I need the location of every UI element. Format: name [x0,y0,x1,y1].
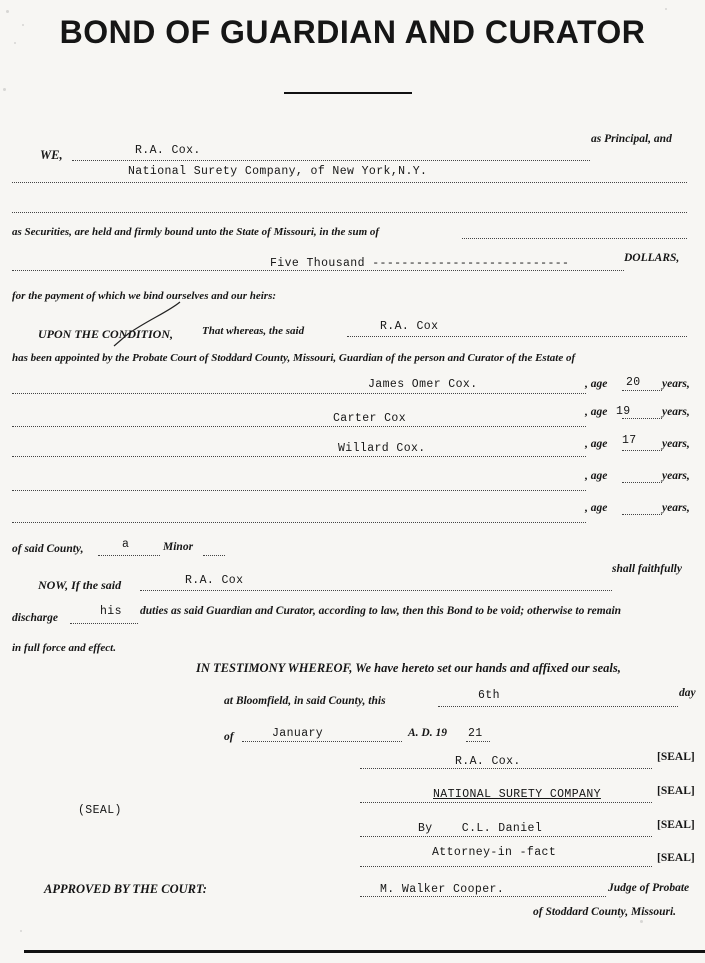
securities-text: as Securities, are held and firmly bound unto the State of Missouri, in the sum of [12,226,380,238]
now-line [140,590,612,591]
securities-line [462,238,687,239]
pronoun-line [70,623,138,624]
sum-line [12,270,624,271]
age-label: , age [585,406,608,418]
approved-text: APPROVED BY THE COURT: [44,882,207,896]
month-line [242,741,402,742]
year-value: 21 [468,727,483,740]
signature-text: By C.L. Daniel [418,822,543,835]
of-label: of [224,731,234,743]
force-text: in full force and effect. [12,642,116,654]
judge-name: M. Walker Cooper. [380,883,505,896]
seal-label: [SEAL] [657,852,695,864]
sum-amount: Five Thousand --------------------------- [270,257,570,270]
day-label: day [679,687,696,699]
blank-line [12,212,687,213]
principal-line [72,160,590,161]
age-label: , age [585,470,608,482]
shall-text: shall faithfully [612,563,682,575]
principal-suffix: as Principal, and [591,133,672,145]
title-divider [284,92,412,94]
county-prefix: of said County, [12,543,84,555]
seal-label: [SEAL] [657,785,695,797]
surety-company: National Surety Company, of New York,N.Y. [128,165,428,178]
signature-text: R.A. Cox. [455,755,521,768]
seal-label: [SEAL] [657,819,695,831]
judge-label: Judge of Probate [608,882,690,894]
duties-text: duties as said Guardian and Curator, according to law, then this Bond to be void; otherwise to remain [140,605,622,617]
discharge-label: discharge [12,612,58,624]
condition-name: R.A. Cox [380,320,439,333]
surety-line [12,182,687,183]
signature-text: Attorney-in -fact [432,846,557,859]
minor-name: Carter Cox [333,412,407,425]
signature-text: NATIONAL SURETY COMPANY [433,788,601,801]
bottom-border [24,950,705,953]
now-name: R.A. Cox [185,574,244,587]
ad-text: A. D. 19 [408,727,447,739]
minor-age: 20 [626,376,641,389]
discharge-pronoun: his [100,605,122,618]
years-label: years, [662,502,690,514]
hand-mark [108,300,183,350]
age-label: , age [585,378,608,390]
payment-text: for the payment of which we bind ourselves and our heirs: [12,290,277,302]
left-seal: (SEAL) [78,804,122,817]
seal-label: [SEAL] [657,751,695,763]
condition-line [347,336,687,337]
testimony-text: IN TESTIMONY WHEREOF, We have hereto set our hands and affixed our seals, [196,661,621,675]
judge-line [360,896,606,897]
day-value: 6th [478,689,500,702]
condition-text: That whereas, the said [202,325,305,337]
minor-age: 17 [622,434,637,447]
now-text: NOW, If the said [38,578,122,592]
minor-name: James Omer Cox. [368,378,478,391]
age-label: , age [585,502,608,514]
dollars-label: DOLLARS, [624,252,680,264]
minor-name: Willard Cox. [338,442,426,455]
condition-label: UPON THE CONDITION, [38,327,173,341]
document-title: BOND OF GUARDIAN AND CURATOR [59,14,646,50]
day-line [438,706,678,707]
bloomfield-text: at Bloomfield, in said County, this [224,695,386,707]
minor-article-line [98,555,160,556]
we-label: WE, [40,148,63,162]
years-label: years, [662,438,690,450]
minor-article: a [122,538,130,551]
years-label: years, [662,470,690,482]
minor-label: Minor [163,541,194,553]
month-value: January [272,727,324,740]
years-label: years, [662,406,690,418]
age-label: , age [585,438,608,450]
appointed-text: has been appointed by the Probate Court of Stoddard County, Missouri, Guardian of the person and Curator of the Estate of [12,352,576,364]
minor-age: 19 [616,405,631,418]
years-label: years, [662,378,690,390]
county-label: of Stoddard County, Missouri. [533,906,677,918]
principal-name: R.A. Cox. [135,144,201,157]
